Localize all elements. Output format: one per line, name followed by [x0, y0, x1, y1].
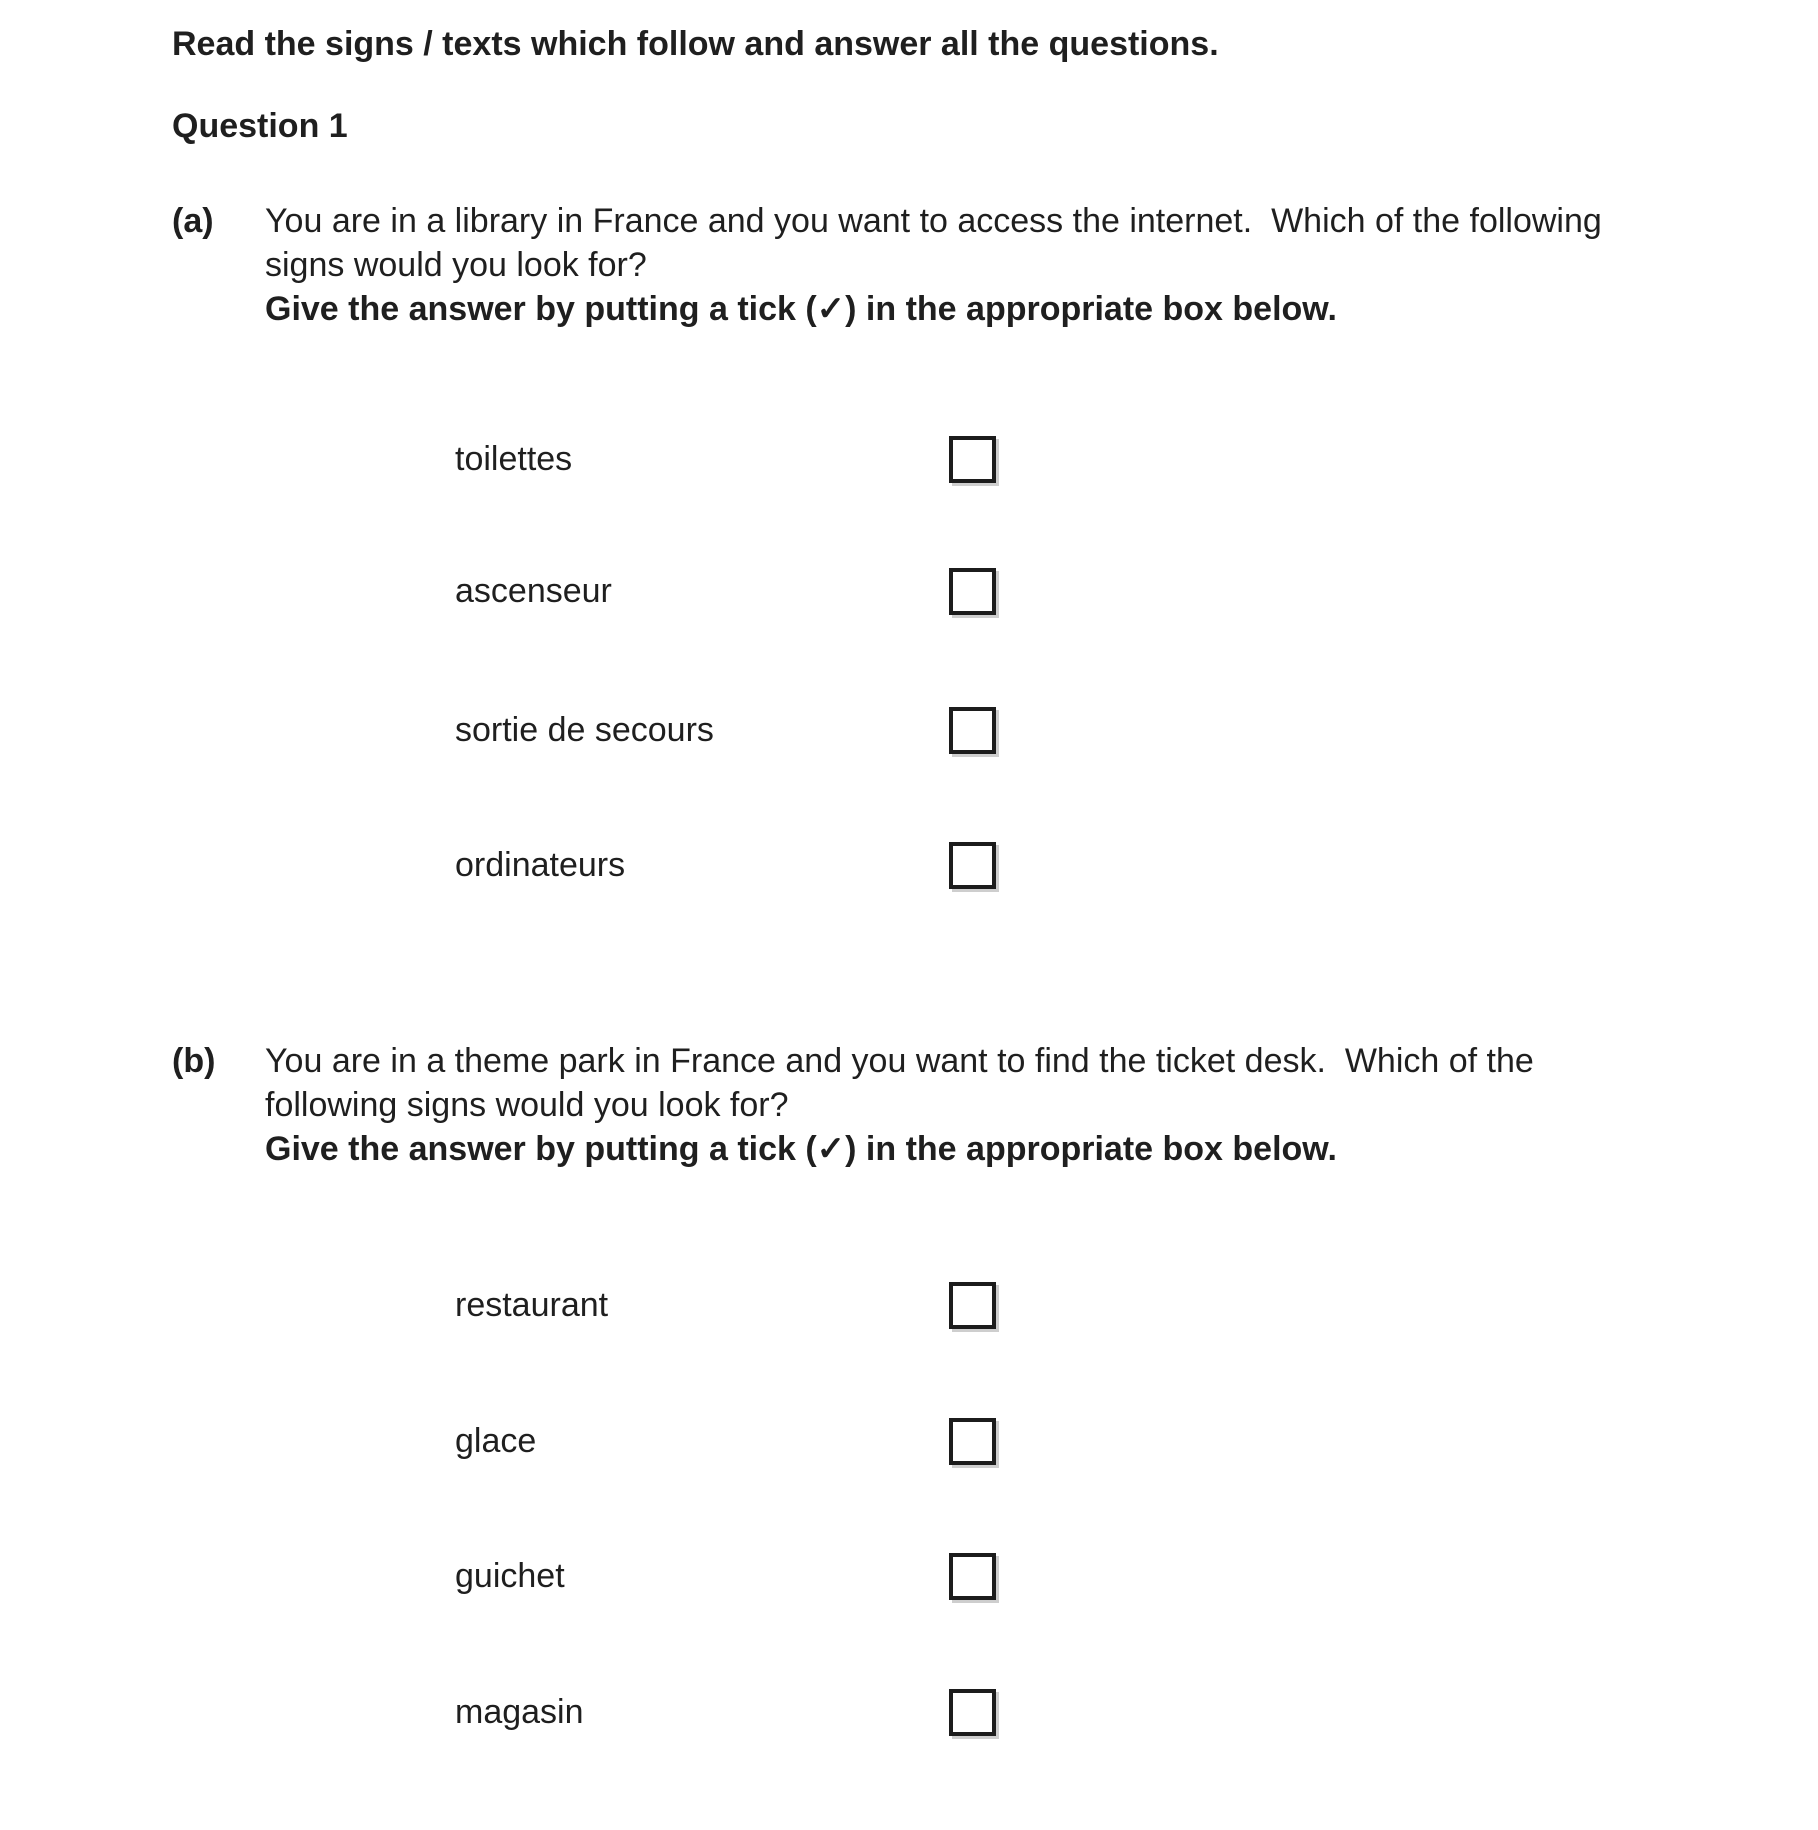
option-row-restaurant	[455, 1282, 996, 1329]
checkbox-ascenseur[interactable]	[949, 568, 996, 615]
checkbox-guichet[interactable]	[949, 1553, 996, 1600]
option-row-sortie-de-secours	[455, 707, 996, 754]
checkbox-glace[interactable]	[949, 1418, 996, 1465]
section-b-prompt	[265, 1039, 1725, 1171]
option-row-magasin	[455, 1689, 996, 1736]
section-b-tick-instruction: Give the answer by putting a tick (✓) in the appropriate box below.	[265, 1130, 1337, 1168]
option-label-magasin: magasin	[455, 1693, 584, 1731]
option-row-toilettes	[455, 436, 996, 483]
section-b-prompt-line-1: You are in a theme park in France and you want to find the ticket desk. Which of the	[265, 1042, 1534, 1080]
option-label-glace: glace	[455, 1422, 537, 1460]
option-label-ordinateurs: ordinateurs	[455, 846, 626, 884]
section-a-marker: (a)	[172, 202, 214, 240]
section-a-tick-instruction: Give the answer by putting a tick (✓) in the appropriate box below.	[265, 290, 1337, 328]
checkbox-toilettes[interactable]	[949, 436, 996, 483]
option-label-toilettes: toilettes	[455, 440, 573, 478]
section-a-prompt-line-1: You are in a library in France and you want to access the internet. Which of the following	[265, 202, 1602, 240]
checkbox-restaurant[interactable]	[949, 1282, 996, 1329]
option-row-ascenseur	[455, 568, 996, 615]
option-row-ordinateurs	[455, 842, 996, 889]
option-label-restaurant: restaurant	[455, 1286, 609, 1324]
option-row-glace	[455, 1418, 996, 1465]
intro-heading: Read the signs / texts which follow and answer all the questions.	[172, 25, 1219, 63]
checkbox-magasin[interactable]	[949, 1689, 996, 1736]
checkbox-sortie-de-secours[interactable]	[949, 707, 996, 754]
option-label-ascenseur: ascenseur	[455, 572, 612, 610]
option-row-guichet	[455, 1553, 996, 1600]
section-b-marker: (b)	[172, 1042, 216, 1080]
option-label-sortie-de-secours: sortie de secours	[455, 711, 714, 749]
section-a-prompt-line-2: signs would you look for?	[265, 246, 647, 284]
section-a-prompt	[265, 199, 1725, 331]
section-b-prompt-line-2: following signs would you look for?	[265, 1086, 789, 1124]
checkbox-ordinateurs[interactable]	[949, 842, 996, 889]
question-title: Question 1	[172, 107, 348, 145]
option-label-guichet: guichet	[455, 1557, 565, 1595]
